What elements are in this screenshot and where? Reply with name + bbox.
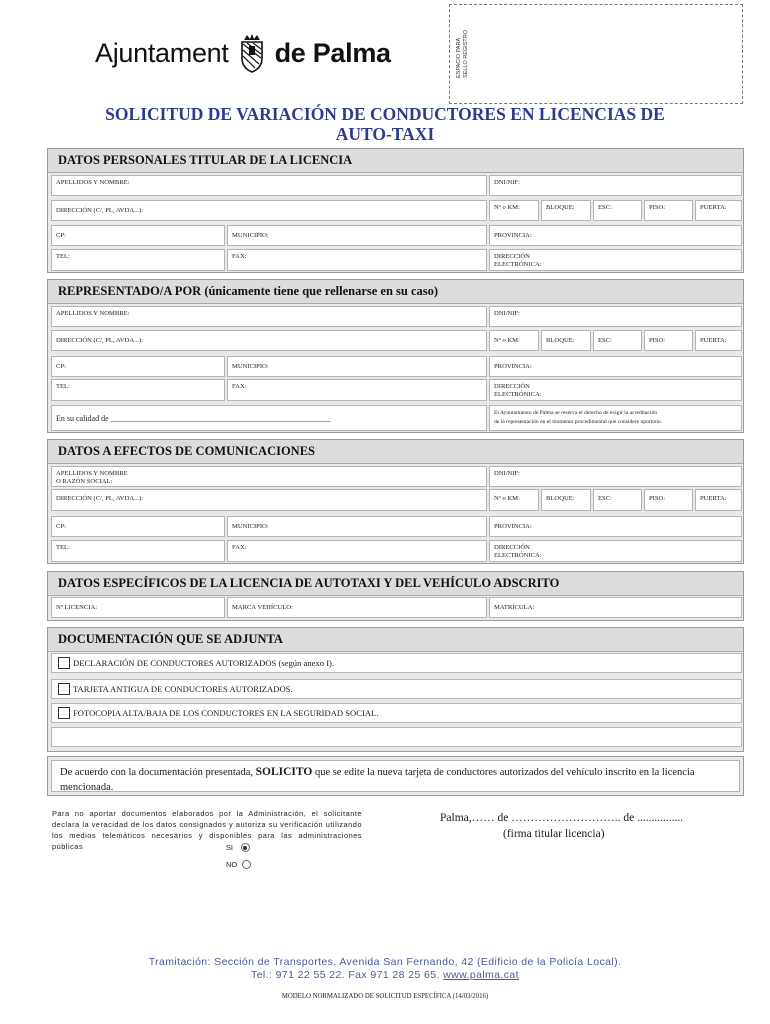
section-documentacion xyxy=(47,627,744,752)
field-apellidos-nombre[interactable]: APELLIDOS Y NOMBRE: xyxy=(51,306,487,327)
field-dni-nif[interactable]: DNI/NIF: xyxy=(489,306,742,327)
field-direccion-electronica[interactable]: DIRECCIÓN ELECTRÓNICA: xyxy=(489,379,742,401)
consent-text: Para no aportar documentos elaborados por la Administración, el solicitante declara la veracidad de los datos consignados y autoriza su verificación utilizando los medios telemáticos necesarios y disponibles para las administraciones públicas xyxy=(52,809,362,851)
field-fax[interactable]: FAX: xyxy=(227,379,487,401)
field-calidad-de[interactable]: En su calidad de _______________________________________________________ xyxy=(51,405,487,431)
section-datos-personales xyxy=(47,148,744,273)
signature-label: (firma titular licencia) xyxy=(503,828,605,840)
field-escalera[interactable]: ESC: xyxy=(593,489,642,511)
field-matricula[interactable]: MATRÍCULA: xyxy=(489,597,742,618)
field-municipio[interactable]: MUNICIPIO: xyxy=(227,356,487,377)
field-direccion[interactable]: DIRECCIÓN (C/, PL, AVDA...): xyxy=(51,200,487,221)
field-cp[interactable]: CP: xyxy=(51,225,225,246)
field-apellidos-nombre[interactable]: APELLIDOS Y NOMBRE: xyxy=(51,175,487,196)
ajuntament-logo xyxy=(95,30,391,76)
field-cp[interactable]: CP: xyxy=(51,516,225,537)
consent-option-si[interactable]: SI xyxy=(226,843,250,852)
registry-stamp-box xyxy=(449,4,743,104)
field-tel[interactable]: TEL: xyxy=(51,379,225,401)
field-provincia[interactable]: PROVINCIA: xyxy=(489,516,742,537)
footer-model-note: MODELO NORMALIZADO DE SOLICITUD ESPECÍFICA (14/03/2016) xyxy=(281,993,489,1000)
logo-word-de-palma: de Palma xyxy=(274,37,391,68)
doc-item-fotocopia-alta-baja[interactable]: FOTOCOPIA ALTA/BAJA DE LOS CONDUCTORES EN LA SEGURIDAD SOCIAL. xyxy=(51,703,742,723)
field-bloque[interactable]: BLOQUE: xyxy=(541,489,591,511)
section-comunicaciones xyxy=(47,439,744,564)
form-title: SOLICITUD DE VARIACIÓN DE CONDUCTORES EN LICENCIAS DE AUTO-TAXI xyxy=(105,104,665,144)
section-title: DATOS A EFECTOS DE COMUNICACIONES xyxy=(48,440,743,464)
field-puerta[interactable]: PUERTA: xyxy=(695,200,742,221)
radio-selected-dot xyxy=(243,846,247,850)
field-dni-nif[interactable]: DNI/NIF: xyxy=(489,175,742,196)
field-numero-km[interactable]: Nº o KM: xyxy=(489,489,539,511)
website-link[interactable]: www.palma.cat xyxy=(443,969,519,981)
section-licencia-vehiculo xyxy=(47,571,744,621)
field-fax[interactable]: FAX: xyxy=(227,249,487,271)
logo-word-ajuntament: Ajuntament xyxy=(95,37,229,68)
checkbox[interactable] xyxy=(58,707,70,719)
field-puerta[interactable]: PUERTA: xyxy=(695,489,742,511)
doc-item-blank[interactable] xyxy=(51,727,742,747)
field-tel[interactable]: TEL: xyxy=(51,540,225,562)
doc-item-declaracion[interactable]: DECLARACIÓN DE CONDUCTORES AUTORIZADOS (según anexo I). xyxy=(51,653,742,673)
field-direccion-electronica[interactable]: DIRECCIÓN ELECTRÓNICA: xyxy=(489,540,742,562)
field-escalera[interactable]: ESC: xyxy=(593,200,642,221)
checkbox[interactable] xyxy=(58,657,70,669)
field-numero-km[interactable]: Nº o KM: xyxy=(489,330,539,351)
field-apellidos-razon-social[interactable]: APELLIDOS Y NOMBRE O RAZÓN SOCIAL: xyxy=(51,466,487,487)
field-fax[interactable]: FAX: xyxy=(227,540,487,562)
doc-item-tarjeta-antigua[interactable]: TARJETA ANTIGUA DE CONDUCTORES AUTORIZADOS. xyxy=(51,679,742,699)
radio-no[interactable] xyxy=(242,860,251,869)
place-date-line: Palma,…… de ……………………….. de ................ xyxy=(440,812,684,824)
consent-option-no[interactable]: NO xyxy=(226,860,251,869)
field-cp[interactable]: CP: xyxy=(51,356,225,377)
palma-seal-icon xyxy=(235,32,269,74)
registry-stamp-label: ESPACIO PARA SELLO REGISTRO xyxy=(456,30,469,78)
field-escalera[interactable]: ESC: xyxy=(593,330,642,351)
field-numero-licencia[interactable]: Nº LICENCIA: xyxy=(51,597,225,618)
footer-contact: Tel.: 971 22 55 22. Fax 971 28 25 65. www.palma.cat xyxy=(251,969,519,981)
field-municipio[interactable]: MUNICIPIO: xyxy=(227,225,487,246)
solicito-box xyxy=(47,756,744,796)
field-direccion[interactable]: DIRECCIÓN (C/, PL, AVDA...): xyxy=(51,330,487,351)
field-dni-nif[interactable]: DNI/NIF: xyxy=(489,466,742,487)
field-provincia[interactable]: PROVINCIA: xyxy=(489,356,742,377)
field-marca-vehiculo[interactable]: MARCA VEHÍCULO: xyxy=(227,597,487,618)
field-puerta[interactable]: PUERTA: xyxy=(695,330,742,351)
field-municipio[interactable]: MUNICIPIO: xyxy=(227,516,487,537)
footer-address: Tramitación: Sección de Transportes. Avenida San Fernando, 42 (Edificio de la Policía Local). xyxy=(148,956,622,968)
checkbox[interactable] xyxy=(58,683,70,695)
section-title: REPRESENTADO/A POR (únicamente tiene que rellenarse en su caso) xyxy=(48,280,743,304)
field-bloque[interactable]: BLOQUE: xyxy=(541,330,591,351)
field-bloque[interactable]: BLOQUE: xyxy=(541,200,591,221)
radio-si[interactable] xyxy=(241,843,250,852)
field-direccion[interactable]: DIRECCIÓN (C/, PL, AVDA...): xyxy=(51,489,487,511)
section-title: DATOS PERSONALES TITULAR DE LA LICENCIA xyxy=(48,149,743,173)
field-numero-km[interactable]: Nº o KM: xyxy=(489,200,539,221)
field-piso[interactable]: PISO: xyxy=(644,489,693,511)
field-piso[interactable]: PISO: xyxy=(644,200,693,221)
section-title: DOCUMENTACIÓN QUE SE ADJUNTA xyxy=(48,628,743,652)
section-title: DATOS ESPECÍFICOS DE LA LICENCIA DE AUTOTAXI Y DEL VEHÍCULO ADSCRITO xyxy=(48,572,743,596)
field-tel[interactable]: TEL: xyxy=(51,249,225,271)
solicito-text: De acuerdo con la documentación presentada, SOLICITO que se edite la nueva tarjeta de conductores autorizados del vehículo inscrito en la licencia mencionada. xyxy=(51,760,740,792)
field-piso[interactable]: PISO: xyxy=(644,330,693,351)
representation-note: El Ayuntamiento de Palma se reserva el derecho de exigir la acreditación de la representación en el momento procedimental que considere oportuno. xyxy=(489,405,742,431)
field-direccion-electronica[interactable]: DIRECCIÓN ELECTRÓNICA: xyxy=(489,249,742,271)
field-provincia[interactable]: PROVINCIA: xyxy=(489,225,742,246)
section-representado xyxy=(47,279,744,433)
